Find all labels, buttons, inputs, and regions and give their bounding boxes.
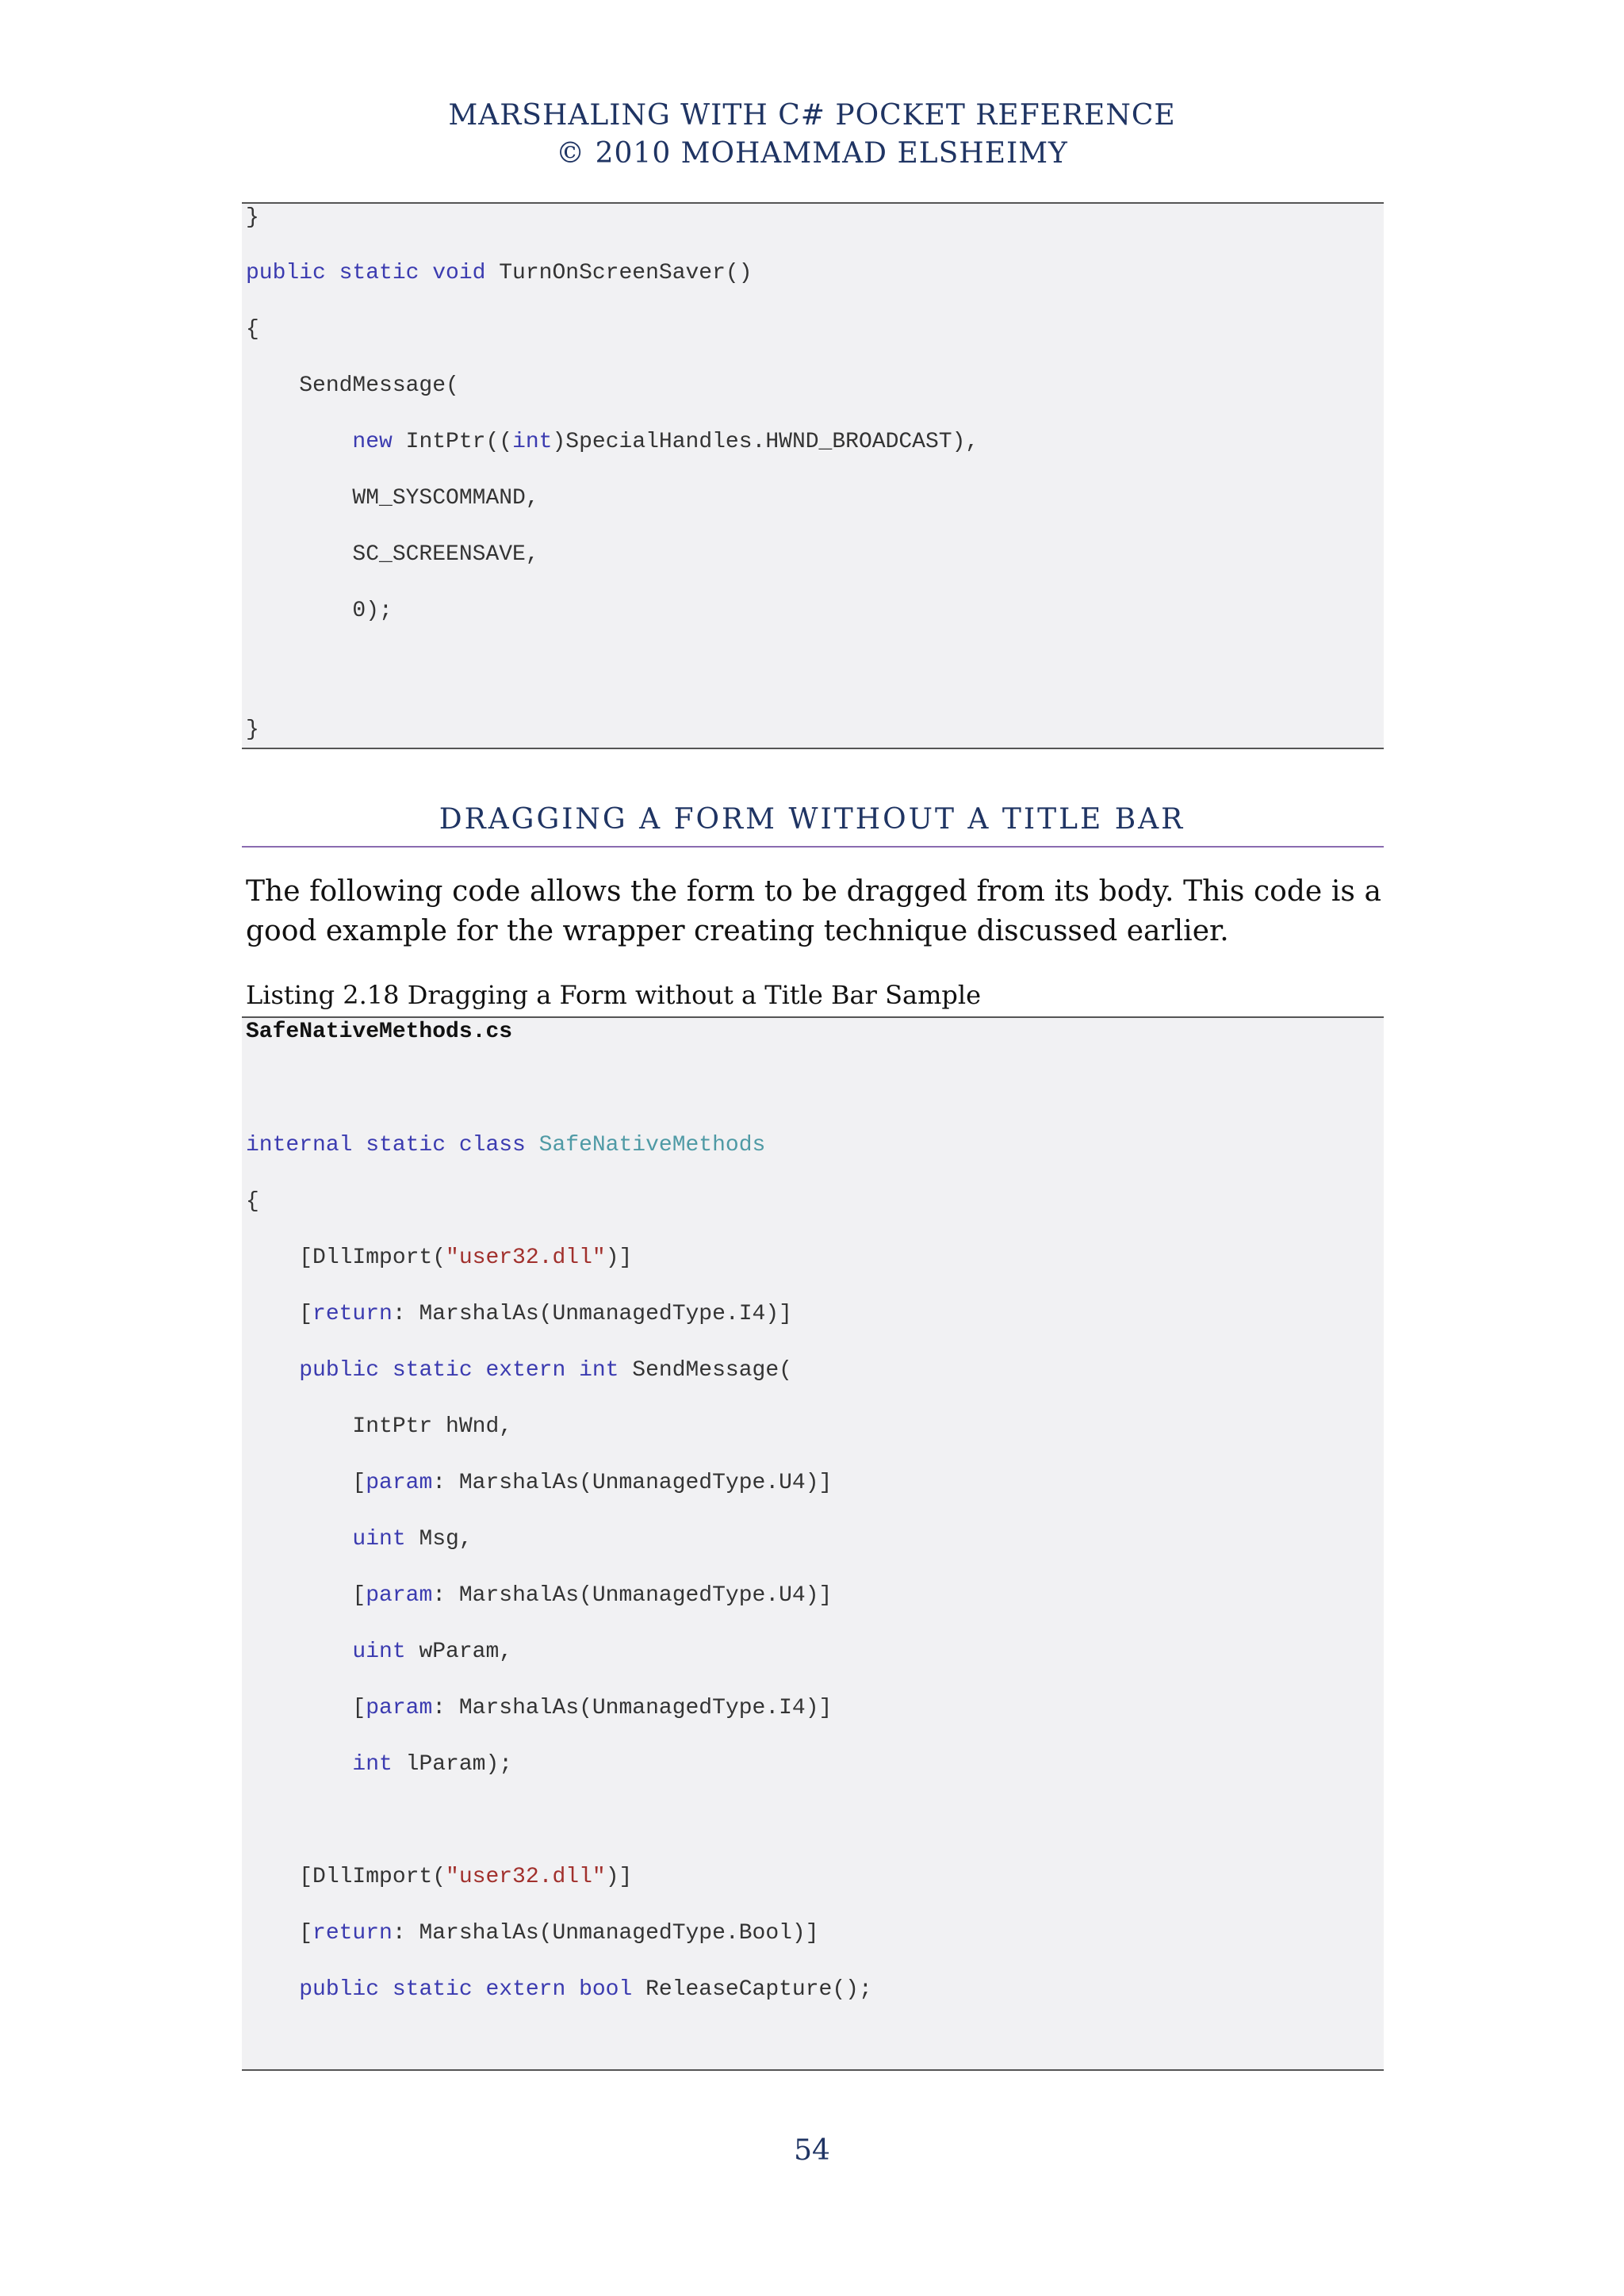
code-line: [DllImport("user32.dll")] bbox=[246, 1865, 633, 1889]
section-heading: DRAGGING A FORM WITHOUT A TITLE BAR bbox=[439, 803, 1185, 836]
code-line: [param: MarshalAs(UnmanagedType.U4)] bbox=[246, 1471, 833, 1495]
code-block-listing bbox=[242, 1016, 1384, 2071]
code-line: } bbox=[246, 205, 259, 230]
code-line: public static void TurnOnScreenSaver() bbox=[246, 261, 753, 285]
code-line: SC_SCREENSAVE, bbox=[246, 542, 539, 567]
header-title: MARSHALING WITH C# POCKET REFERENCE bbox=[448, 99, 1176, 132]
code-line: [param: MarshalAs(UnmanagedType.I4)] bbox=[246, 1696, 833, 1720]
code-filename: SafeNativeMethods.cs bbox=[246, 1020, 513, 1044]
paragraph-line: The following code allows the form to be dragged from its body. This code is a bbox=[246, 875, 1381, 908]
code-line: SendMessage( bbox=[246, 373, 459, 398]
body-paragraph bbox=[246, 872, 1381, 951]
code-line: { bbox=[246, 317, 259, 342]
code-line: new IntPtr((int)SpecialHandles.HWND_BROADCAST), bbox=[352, 430, 979, 454]
listing-caption: Listing 2.18 Dragging a Form without a Title Bar Sample bbox=[246, 980, 982, 1010]
code-line: [DllImport("user32.dll")] bbox=[246, 1246, 633, 1270]
code-line: public static extern bool ReleaseCapture(); bbox=[299, 1977, 872, 2002]
code-line: int lParam); bbox=[352, 1752, 513, 1777]
section-divider bbox=[242, 846, 1384, 848]
code-line: [return: MarshalAs(UnmanagedType.Bool)] bbox=[246, 1921, 819, 1946]
code-line: uint Msg, bbox=[352, 1527, 473, 1552]
code-line: [return: MarshalAs(UnmanagedType.I4)] bbox=[246, 1302, 792, 1326]
code-block-continued bbox=[242, 202, 1384, 749]
code-line: } bbox=[246, 718, 259, 742]
code-line: [param: MarshalAs(UnmanagedType.U4)] bbox=[246, 1583, 833, 1608]
code-line: 0); bbox=[246, 599, 393, 623]
code-line: uint wParam, bbox=[352, 1640, 513, 1664]
code-line: internal static class SafeNativeMethods bbox=[246, 1133, 766, 1158]
page-number: 54 bbox=[794, 2134, 830, 2167]
code-line: WM_SYSCOMMAND, bbox=[246, 486, 539, 511]
code-line: { bbox=[246, 1189, 259, 1214]
paragraph-line: good example for the wrapper creating technique discussed earlier. bbox=[246, 915, 1229, 947]
code-line: public static extern int SendMessage( bbox=[299, 1358, 792, 1383]
header-copyright: © 2010 MOHAMMAD ELSHEIMY bbox=[556, 137, 1068, 170]
running-header bbox=[0, 97, 1624, 173]
code-line: IntPtr hWnd, bbox=[246, 1414, 513, 1439]
